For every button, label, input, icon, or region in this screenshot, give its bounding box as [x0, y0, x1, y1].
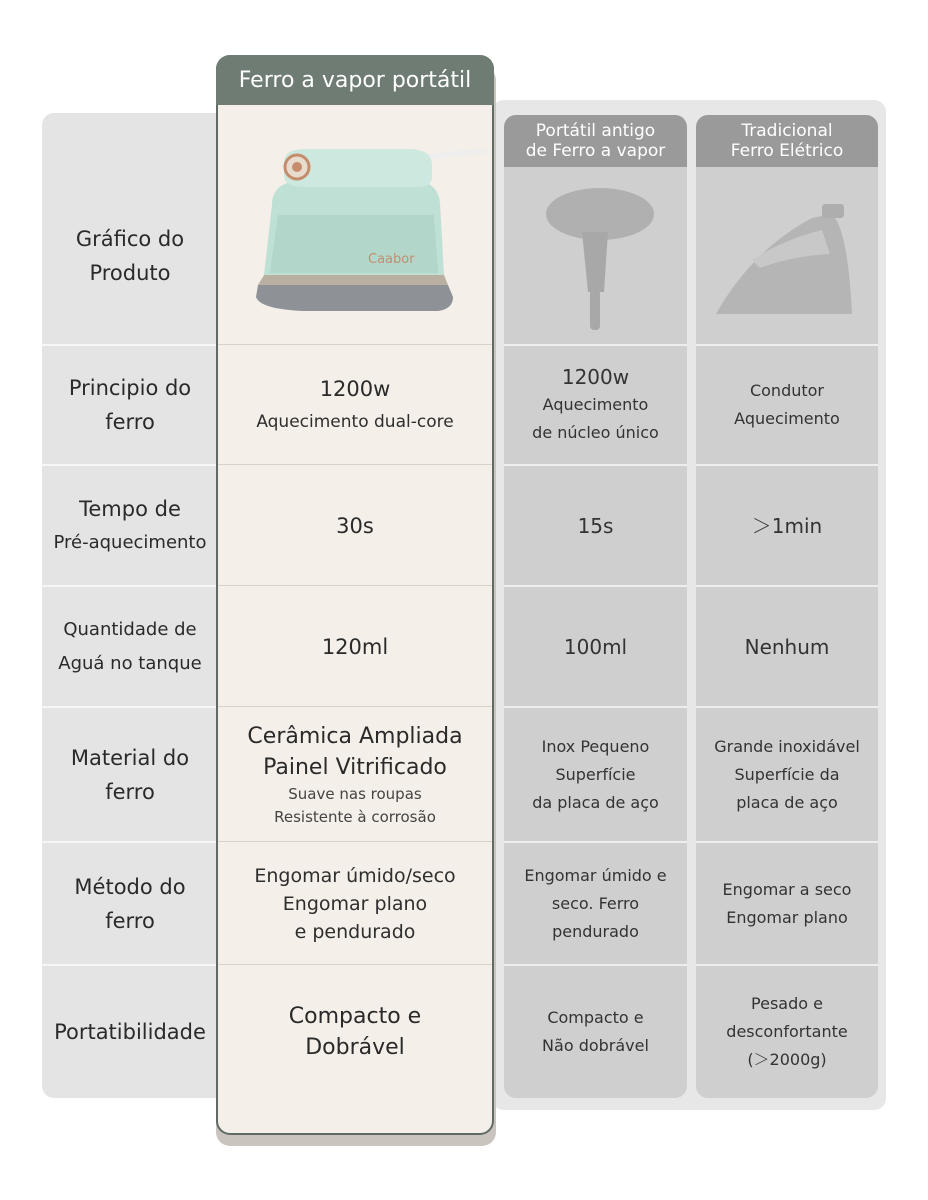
row-label-ironing-method	[42, 843, 218, 964]
traditional-iron-header-line2: Ferro Elétrico	[730, 141, 844, 161]
row-divider	[218, 706, 492, 707]
old-method-line: Engomar úmido e	[524, 865, 667, 885]
old-steamer-header-line1: Portátil antigo	[535, 121, 656, 141]
trad-preheat-value: ＞1min	[751, 513, 823, 538]
featured-water-value: 120ml	[321, 634, 389, 659]
old-method-line: pendurado	[552, 921, 639, 941]
trad-portability-line: desconfortante	[726, 1022, 848, 1041]
row-label-line: Portatibilidade	[54, 1020, 206, 1044]
row-label-line: Material do	[70, 745, 190, 770]
old-ironing-method	[504, 843, 687, 964]
old-power: 1200w	[561, 365, 630, 389]
featured-ironing-method	[218, 843, 492, 964]
old-material-line: Superfície	[555, 764, 636, 784]
row-label-line: ferro	[105, 908, 155, 933]
column-gap	[687, 167, 696, 1098]
row-label-line: ferro	[105, 410, 155, 434]
trad-heating-principle	[696, 346, 878, 464]
old-material-line: da placa de aço	[532, 792, 659, 812]
row-divider	[218, 841, 492, 842]
trad-portability	[696, 966, 878, 1098]
featured-method-line: e pendurado	[294, 920, 416, 943]
row-label-line: Gráfico do	[75, 226, 185, 251]
row-label-line: Quantidade de	[63, 618, 197, 640]
row-label-line: Pré-aquecimento	[53, 531, 207, 553]
row-label-water-tank	[42, 587, 218, 706]
featured-material-line: Cerâmica Ampliada	[247, 723, 463, 749]
row-label-portability	[42, 966, 218, 1098]
trad-heating-line: Condutor	[749, 381, 825, 400]
featured-column-header	[216, 55, 494, 105]
traditional-iron-image	[712, 190, 862, 320]
old-portability	[504, 966, 687, 1098]
traditional-iron-header	[696, 115, 878, 167]
trad-material-line: placa de aço	[736, 792, 838, 812]
trad-ironing-method	[696, 843, 878, 964]
featured-preheat-time	[218, 466, 492, 585]
old-portability-line: Compacto e	[547, 1008, 644, 1027]
portable-steamer-image	[248, 135, 488, 325]
row-label-preheat-time	[42, 466, 218, 585]
old-steamer-header-line2: de Ferro a vapor	[525, 141, 666, 161]
old-water-value: 100ml	[563, 634, 628, 659]
trad-portability-line: (＞2000g)	[747, 1050, 827, 1069]
trad-portability-line: Pesado e	[751, 994, 823, 1013]
old-portability-line: Não dobrável	[542, 1036, 649, 1055]
trad-method-line: Engomar plano	[726, 907, 848, 927]
trad-method-line: Engomar a seco	[722, 879, 852, 899]
featured-header-title: Ferro a vapor portátil	[238, 67, 472, 93]
old-water-tank	[504, 587, 687, 706]
brand-logo: Caabor	[368, 252, 415, 267]
featured-portability-line: Dobrável	[305, 1035, 405, 1060]
trad-material-line: Superfície da	[734, 764, 840, 784]
featured-power: 1200w	[319, 377, 391, 401]
featured-iron-material	[218, 708, 492, 841]
old-steamer-image	[530, 180, 660, 335]
trad-material-line: Grande inoxidável	[714, 736, 860, 756]
featured-method-line: Engomar úmido/seco	[254, 864, 456, 887]
row-label-line: Aguá no tanque	[58, 652, 202, 674]
featured-water-tank	[218, 587, 492, 706]
old-heating-line: de núcleo único	[532, 423, 659, 442]
old-preheat-time	[504, 466, 687, 585]
row-label-line: Método do	[74, 874, 186, 899]
featured-preheat-value: 30s	[336, 513, 374, 538]
featured-heating-principle	[218, 346, 492, 464]
row-label-line: ferro	[105, 779, 155, 804]
featured-material-line: Painel Vitrificado	[263, 754, 447, 780]
row-label-line: Produto	[89, 260, 171, 285]
row-label-heating-principle	[42, 346, 218, 464]
trad-water-tank	[696, 587, 878, 706]
trad-water-value: Nenhum	[744, 634, 830, 659]
featured-portability-line: Compacto e	[288, 1004, 422, 1029]
old-preheat-value: 15s	[577, 513, 614, 538]
traditional-iron-header-line1: Tradicional	[741, 121, 833, 141]
featured-portability	[218, 966, 492, 1098]
row-divider	[218, 585, 492, 586]
row-divider	[218, 464, 492, 465]
featured-heating-type: Aquecimento dual-core	[256, 412, 454, 432]
row-label-product-graphic	[42, 167, 218, 344]
old-steamer-header	[504, 115, 687, 167]
featured-material-note: Suave nas roupas	[288, 784, 422, 803]
row-label-line: Tempo de	[79, 496, 181, 521]
old-iron-material	[504, 708, 687, 841]
featured-material-note: Resistente à corrosão	[274, 807, 436, 826]
featured-method-line: Engomar plano	[282, 892, 428, 915]
trad-heating-line: Aquecimento	[734, 409, 840, 428]
old-method-line: seco. Ferro	[551, 893, 640, 913]
trad-iron-material	[696, 708, 878, 841]
row-label-line: Principio do	[68, 376, 192, 400]
row-divider	[218, 344, 492, 345]
trad-preheat-time	[696, 466, 878, 585]
old-heating-line: Aquecimento	[542, 395, 649, 414]
row-divider	[218, 964, 492, 965]
old-heating-principle	[504, 346, 687, 464]
old-material-line: Inox Pequeno	[541, 736, 650, 756]
row-label-iron-material	[42, 708, 218, 841]
